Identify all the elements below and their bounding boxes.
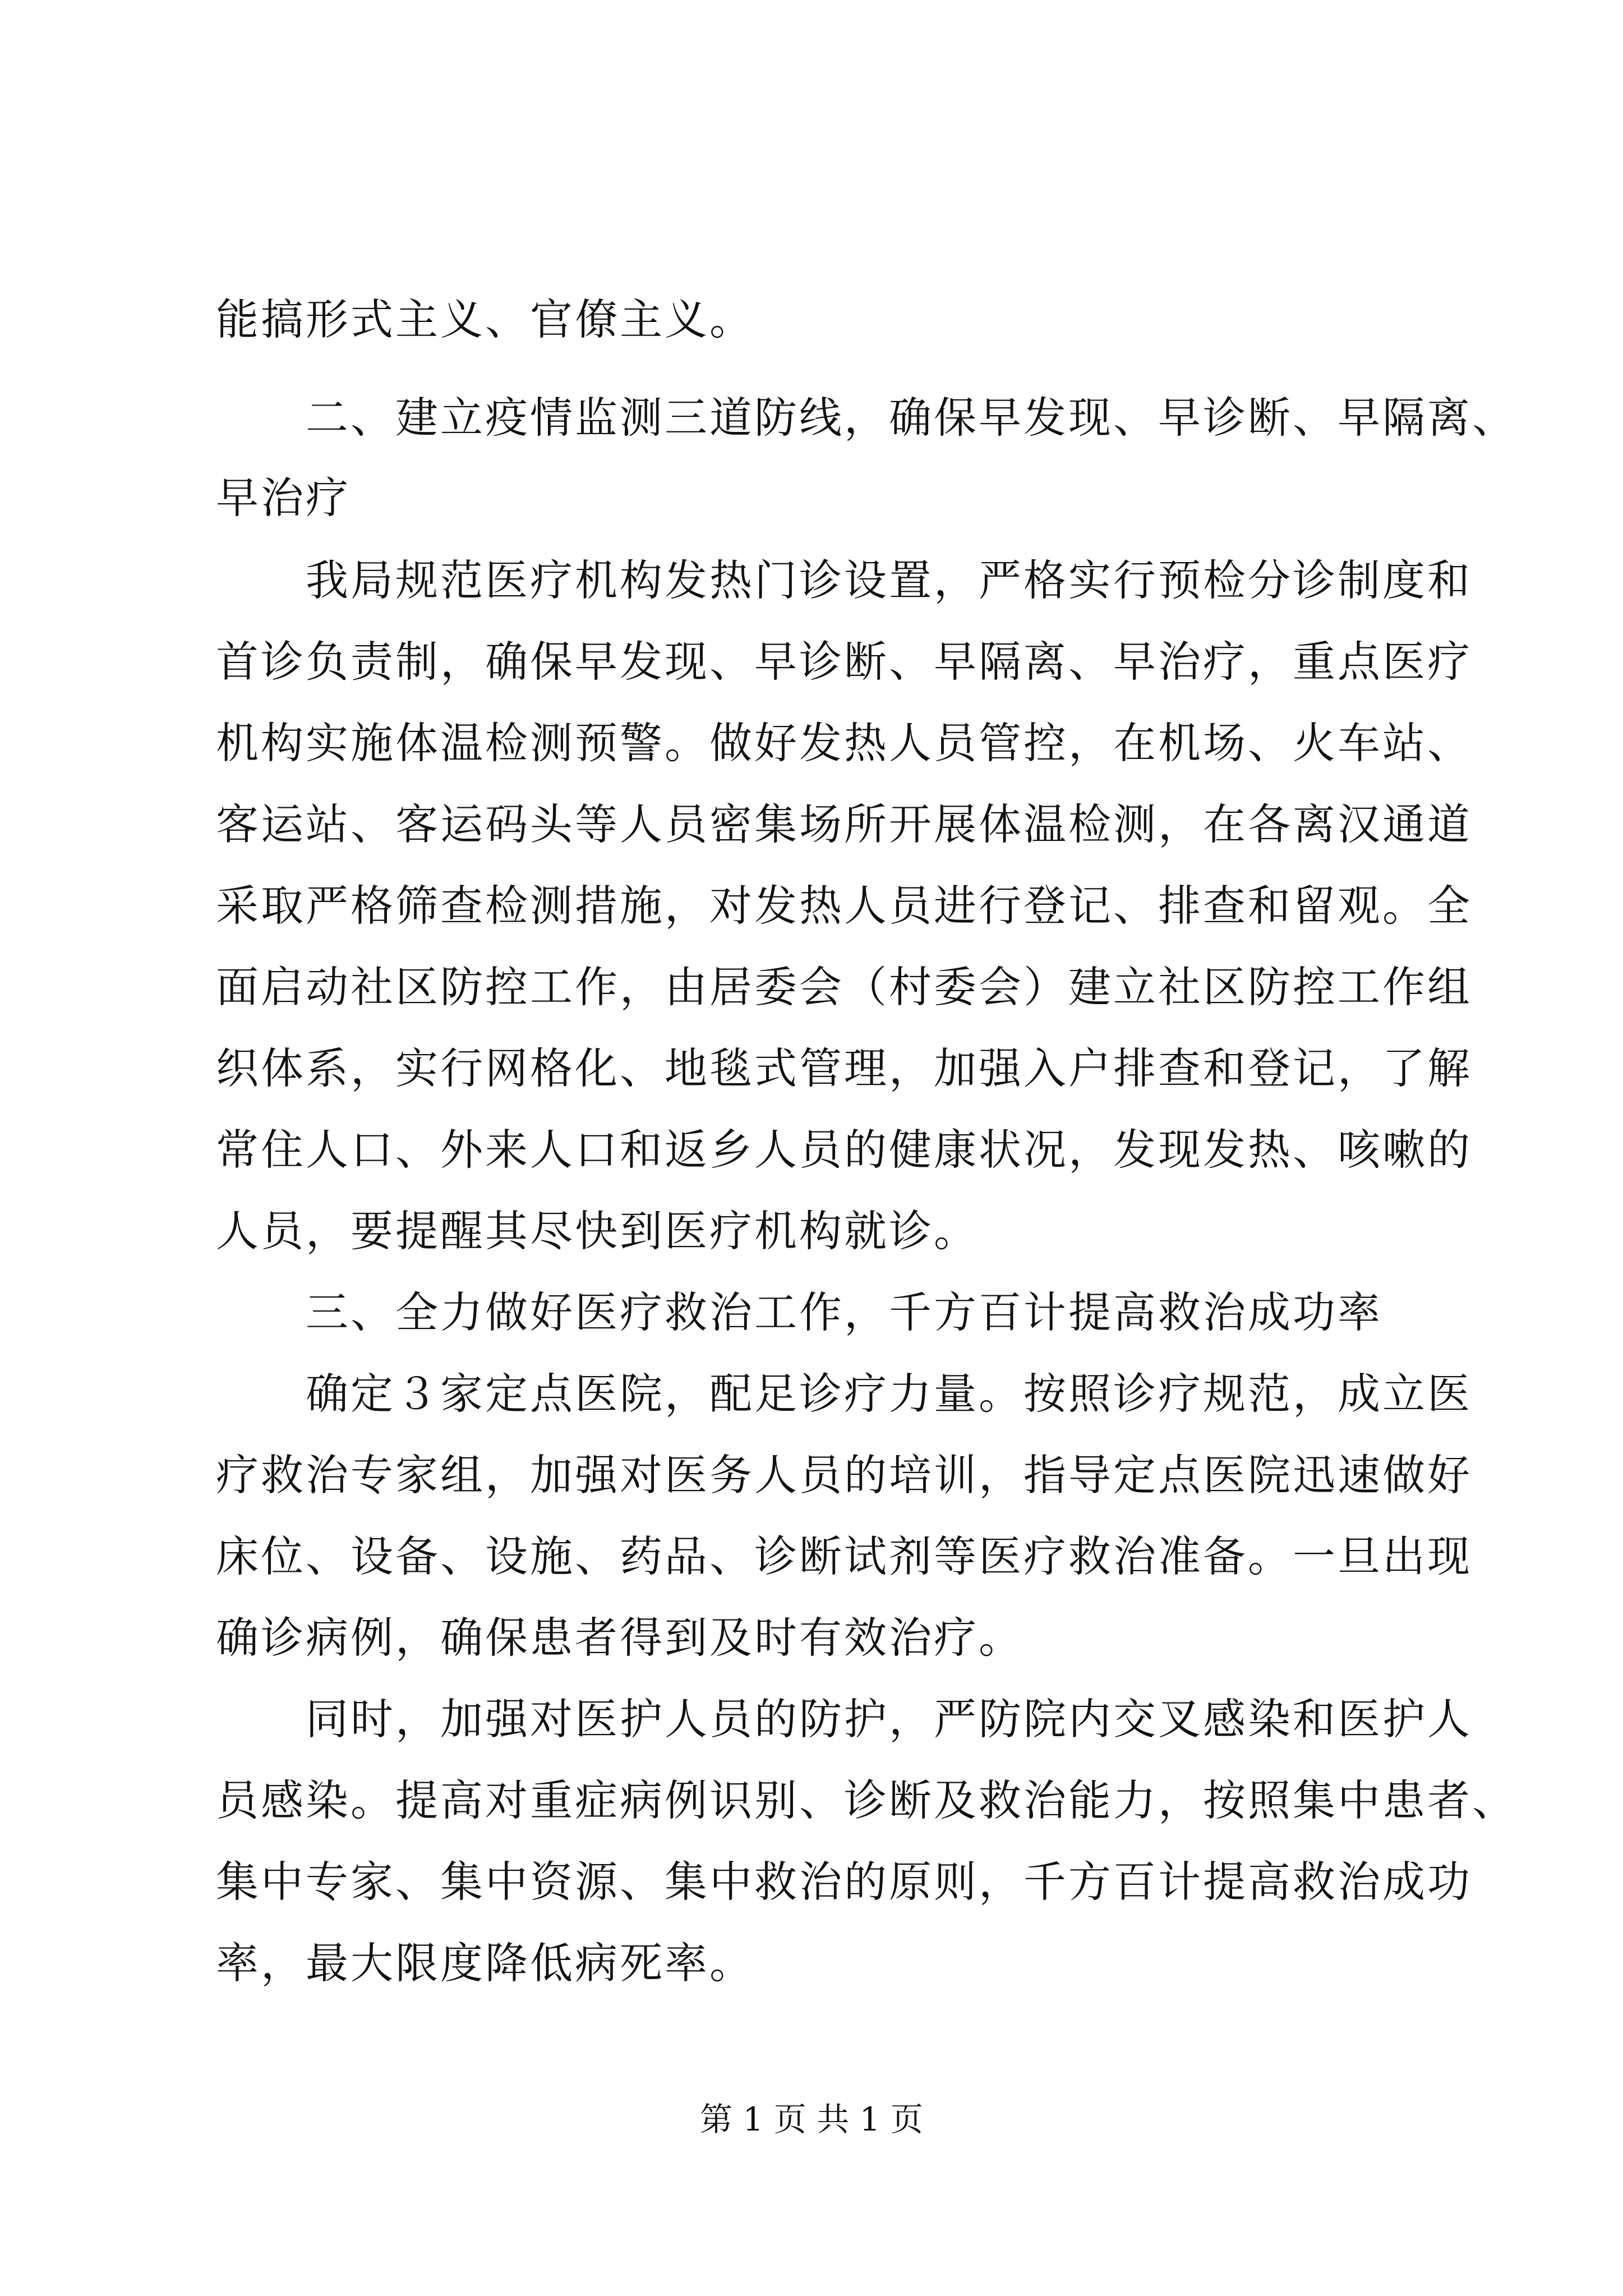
text-line: 确诊病例，确保患者得到及时有效治疗。 bbox=[216, 1613, 1023, 1663]
text-line: 我局规范医疗机构发热门诊设置，严格实行预检分诊制度和 bbox=[306, 555, 1472, 605]
text-line: 床位、设备、设施、药品、诊断试剂等医疗救治准备。一旦出现 bbox=[216, 1531, 1472, 1581]
page-footer: 第 1 页 共 1 页 bbox=[700, 2100, 923, 2138]
text-line: 面启动社区防控工作，由居委会（村委会）建立社区防控工作组 bbox=[216, 962, 1472, 1012]
text-line: 能搞形式主义、官僚主义。 bbox=[216, 295, 754, 344]
text-line: 首诊负责制，确保早发现、早诊断、早隔离、早治疗，重点医疗 bbox=[216, 637, 1472, 687]
text-line: 确定３家定点医院，配足诊疗力量。按照诊疗规范，成立医 bbox=[306, 1369, 1472, 1419]
section-heading-continued: 早治疗 bbox=[216, 473, 351, 523]
section-heading: 三、全力做好医疗救治工作，千方百计提高救治成功率 bbox=[306, 1287, 1382, 1337]
text-line: 集中专家、集中资源、集中救治的原则，千方百计提高救治成功 bbox=[216, 1857, 1472, 1907]
text-line: 机构实施体温检测预警。做好发热人员管控，在机场、火车站、 bbox=[216, 718, 1472, 768]
text-line: 率，最大限度降低病死率。 bbox=[216, 1938, 754, 1988]
text-line: 人员，要提醒其尽快到医疗机构就诊。 bbox=[216, 1206, 979, 1256]
text-line: 疗救治专家组，加强对医务人员的培训，指导定点医院迅速做好 bbox=[216, 1450, 1472, 1500]
text-line: 织体系，实行网格化、地毯式管理，加强入户排查和登记，了解 bbox=[216, 1043, 1472, 1093]
section-heading: 二、建立疫情监测三道防线，确保早发现、早诊断、早隔离、 bbox=[306, 393, 1517, 443]
text-line: 客运站、客运码头等人员密集场所开展体温检测，在各离汉通道 bbox=[216, 799, 1472, 849]
text-line: 同时，加强对医护人员的防护，严防院内交叉感染和医护人 bbox=[306, 1694, 1472, 1744]
text-line: 员感染。提高对重症病例识别、诊断及救治能力，按照集中患者、 bbox=[216, 1775, 1517, 1825]
text-line: 常住人口、外来人口和返乡人员的健康状况，发现发热、咳嗽的 bbox=[216, 1125, 1472, 1175]
text-line: 采取严格筛查检测措施，对发热人员进行登记、排查和留观。全 bbox=[216, 881, 1472, 931]
